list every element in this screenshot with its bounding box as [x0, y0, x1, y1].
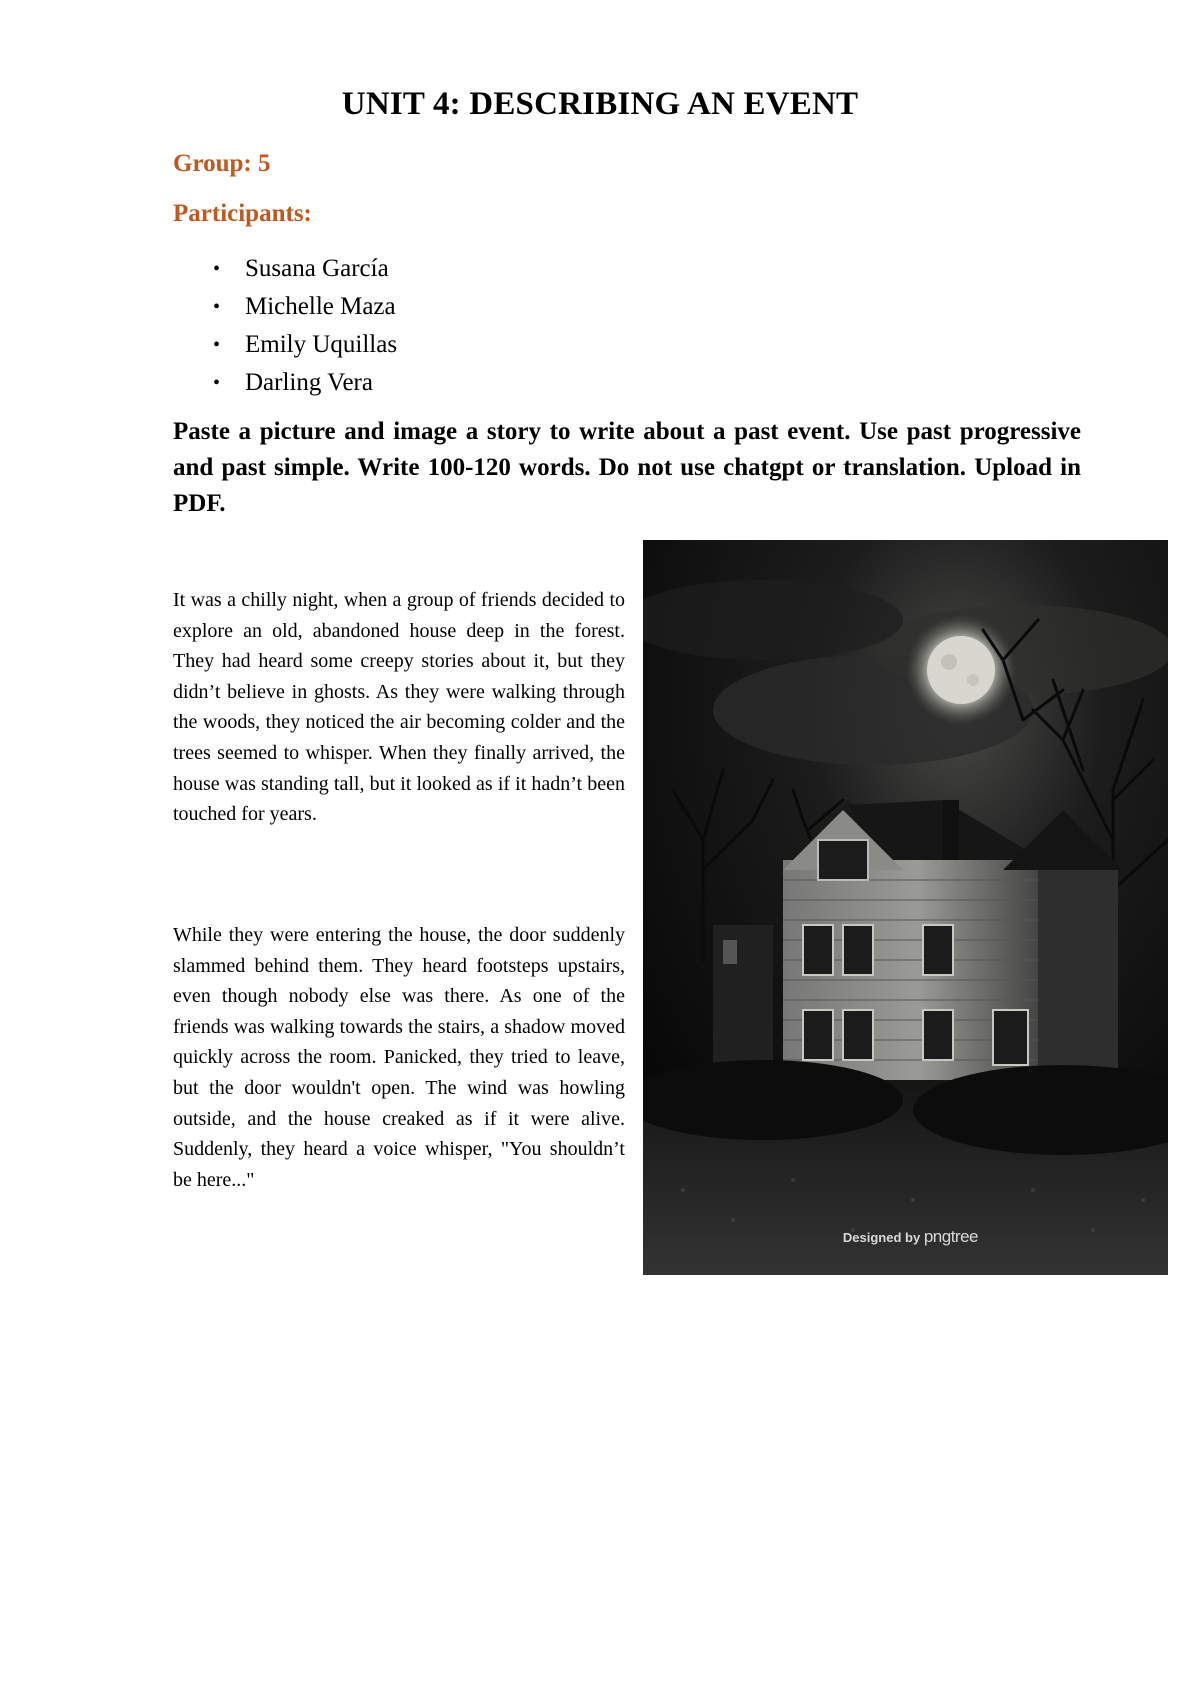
participants-list	[173, 250, 397, 402]
instructions-text: Paste a picture and image a story to write about a past event. Use past progressive and past simple. Write 100-120 words. Do not use chatgpt or translation. Upload in PDF.	[173, 418, 1081, 517]
group-label: Group: 5	[173, 150, 271, 177]
image-watermark	[843, 1227, 978, 1247]
list-item	[173, 326, 397, 364]
bullet-icon: •	[213, 334, 221, 356]
story-paragraph-1: It was a chilly night, when a group of friends decided to explore an old, abandoned house deep in the forest. They had heard some creepy stories about it, but they didn’t believe in ghosts. As they were walking through the woods, they noticed the air becoming colder and the trees seemed to whisper. When they finally arrived, the house was standing tall, but it looked as if it hadn’t been touched for years.	[173, 589, 625, 826]
list-item	[173, 288, 397, 326]
participant-name: Darling Vera	[245, 369, 373, 396]
participant-name: Emily Uquillas	[245, 331, 398, 358]
watermark-brand: pngtree	[923, 1227, 978, 1246]
list-item	[173, 364, 397, 402]
participants-label: Participants:	[173, 200, 312, 227]
watermark-prefix: Designed by	[842, 1230, 921, 1245]
bullet-icon: •	[213, 258, 221, 280]
haunted-house-image	[643, 540, 1168, 1275]
list-item	[173, 250, 397, 288]
participant-name: Susana García	[245, 255, 389, 282]
participant-name: Michelle Maza	[245, 293, 396, 320]
bullet-icon: •	[213, 372, 221, 394]
page-title: UNIT 4: DESCRIBING AN EVENT	[341, 86, 859, 122]
bullet-icon: •	[213, 296, 221, 318]
story-paragraph-2: While they were entering the house, the door suddenly slammed behind them. They heard footsteps upstairs, even though nobody else was there. As one of the friends was walking towards the stairs, a shadow moved quickly across the room. Panicked, they tried to leave, but the door wouldn't open. The wind was howling outside, and the house creaked as if it were alive. Suddenly, they heard a voice whisper, "You shouldn’t be here..."	[173, 924, 625, 1191]
